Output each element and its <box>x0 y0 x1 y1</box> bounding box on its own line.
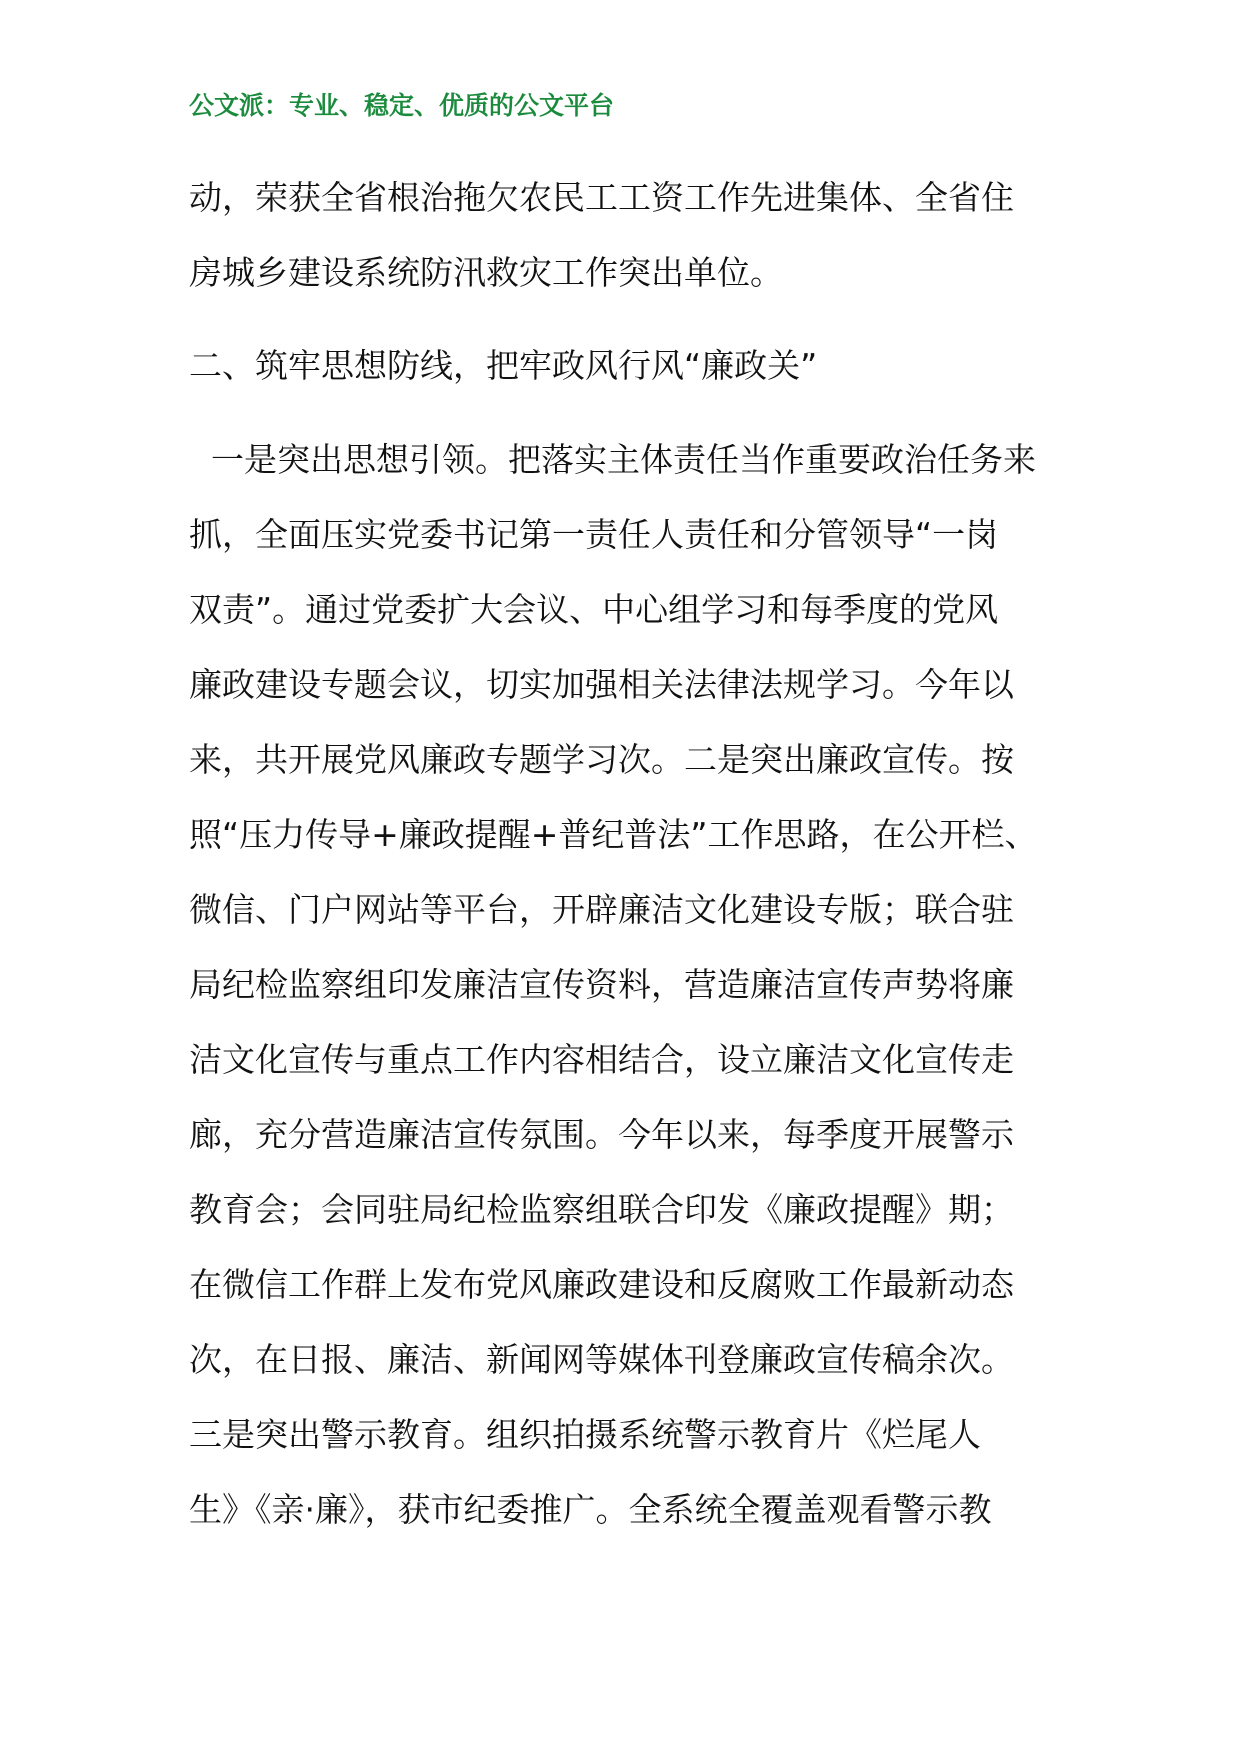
section-heading: 二、筑牢思想防线，把牢政风行风“廉政关” <box>189 346 818 385</box>
text-line: 教育会；会同驻局纪检监察组联合印发《廉政提醒》期； <box>189 1190 1014 1229</box>
text-line: 次，在日报、廉洁、新闻网等媒体刊登廉政宣传稿余次。 <box>189 1340 1014 1379</box>
text-line: 微信、门户网站等平台，开辟廉洁文化建设专版；联合驻 <box>189 890 1014 929</box>
site-header-banner: 公文派：专业、稳定、优质的公文平台 <box>189 91 615 120</box>
text-line: 局纪检监察组印发廉洁宣传资料，营造廉洁宣传声势将廉 <box>189 965 1014 1004</box>
text-line: 房城乡建设系统防汛救灾工作突出单位。 <box>189 253 783 292</box>
text-line: 动，荣获全省根治拖欠农民工工资工作先进集体、全省住 <box>189 178 1014 217</box>
text-line: 双责”。通过党委扩大会议、中心组学习和每季度的党风 <box>189 590 999 629</box>
text-line: 照“压力传导+廉政提醒+普纪普法”工作思路，在公开栏、 <box>189 815 1038 854</box>
text-line: 在微信工作群上发布党风廉政建设和反腐败工作最新动态 <box>189 1265 1014 1304</box>
text-line: 洁文化宣传与重点工作内容相结合，设立廉洁文化宣传走 <box>189 1040 1014 1079</box>
text-line: 生》《亲·廉》，获市纪委推广。全系统全覆盖观看警示教 <box>189 1490 992 1529</box>
text-line: 抓，全面压实党委书记第一责任人责任和分管领导“一岗 <box>189 515 999 554</box>
text-line: 来，共开展党风廉政专题学习次。二是突出廉政宣传。按 <box>189 740 1014 779</box>
text-line: 廉政建设专题会议，切实加强相关法律法规学习。今年以 <box>189 665 1014 704</box>
text-line: 一是突出思想引领。把落实主体责任当作重要政治任务来 <box>211 440 1036 479</box>
text-line: 三是突出警示教育。组织拍摄系统警示教育片《烂尾人 <box>189 1415 981 1454</box>
paragraph-main <box>189 422 1069 1547</box>
text-line: 廊，充分营造廉洁宣传氛围。今年以来，每季度开展警示 <box>189 1115 1014 1154</box>
paragraph-continuation <box>189 160 1069 310</box>
